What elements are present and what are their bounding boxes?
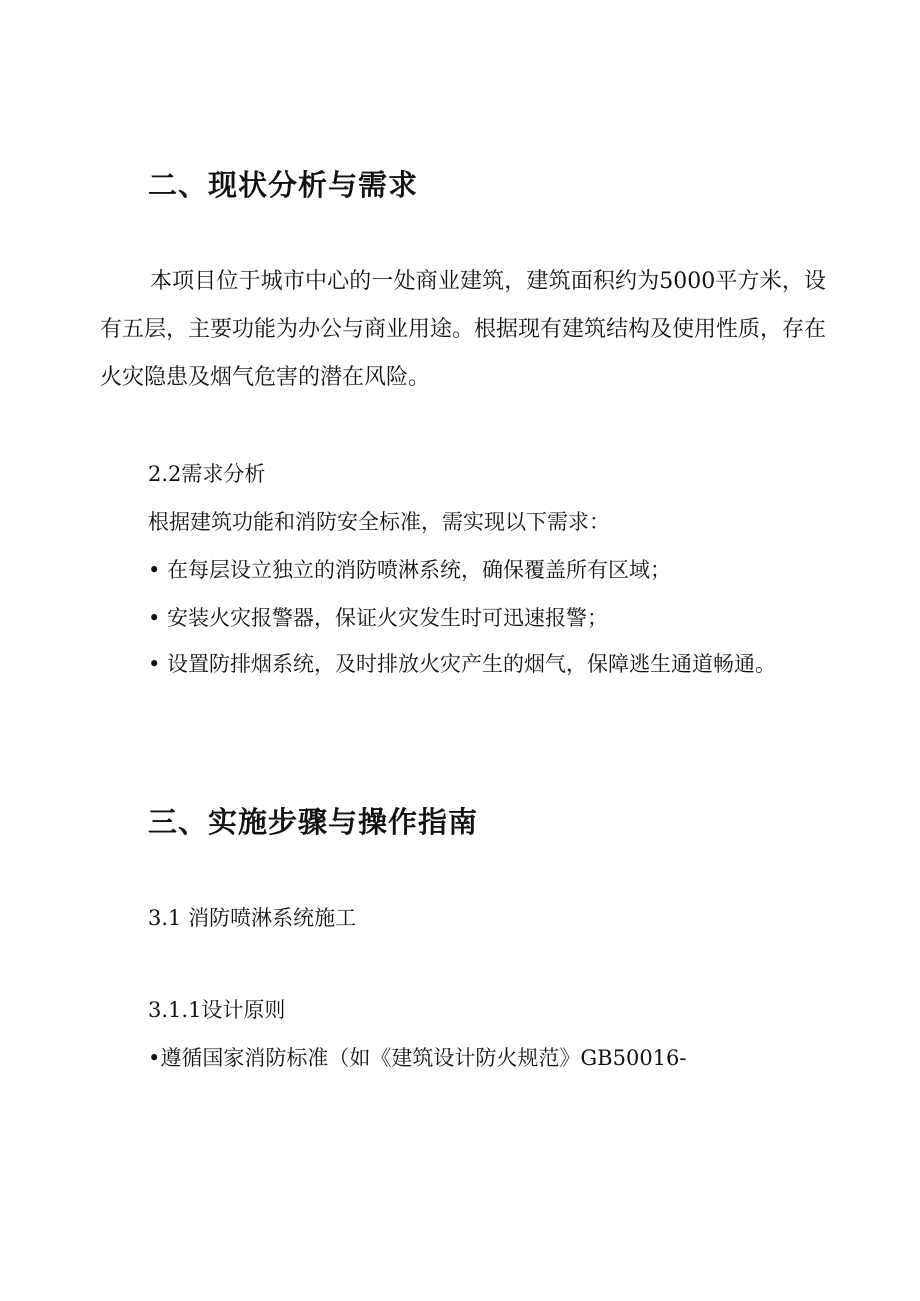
design-principle-bullet: •遵循国家消防标准（如《建筑设计防火规范》GB50016- bbox=[148, 1046, 687, 1070]
subsection-2-2-lead: 根据建筑功能和消防安全标准，需实现以下需求： bbox=[148, 510, 610, 534]
subsection-3-1-title: 3.1 消防喷淋系统施工 bbox=[148, 906, 357, 930]
requirement-bullet-sprinkler: • 在每层设立独立的消防喷淋系统，确保覆盖所有区域； bbox=[148, 558, 672, 582]
requirement-bullet-alarm: • 安装火灾报警器，保证火灾发生时可迅速报警； bbox=[148, 606, 609, 630]
section-3-heading: 三、实施步骤与操作指南 bbox=[148, 805, 479, 839]
section-2-intro-paragraph: 本项目位于城市中心的一处商业建筑，建筑面积约为5000平方米，设有五层，主要功能为办公与商业用途。根据现有建筑结构及使用性质，存在火灾隐患及烟气危害的潜在风险。 bbox=[100, 269, 827, 390]
requirement-bullet-smoke-exhaust: • 设置防排烟系统，及时排放火灾产生的烟气，保障逃生通道畅通。 bbox=[148, 652, 777, 676]
section-2-heading: 二、现状分析与需求 bbox=[148, 168, 419, 202]
subsection-3-1-1-title: 3.1.1设计原则 bbox=[148, 998, 286, 1022]
subsection-2-2-title: 2.2需求分析 bbox=[148, 462, 266, 486]
